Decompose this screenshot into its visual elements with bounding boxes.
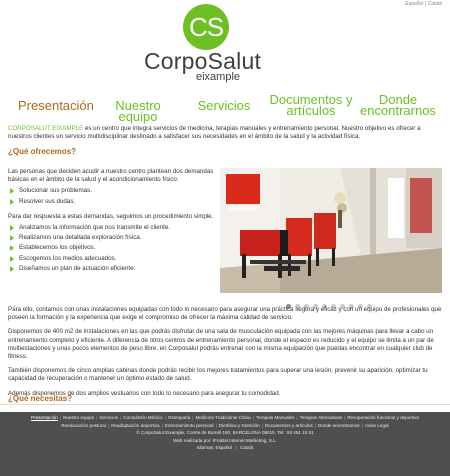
logo-subtitle: eixample <box>196 71 241 83</box>
list-item: Realizamos una detallada exploración física. <box>8 234 214 242</box>
nav-item-documentos[interactable]: Documentos y artículos <box>269 92 353 118</box>
footer-language-separator: | <box>235 445 237 451</box>
footer-link-separator: | <box>96 415 98 420</box>
language-switch <box>405 1 442 7</box>
footer-link[interactable]: Consultorio Médico <box>123 415 163 420</box>
footer-link[interactable]: Readaptación deportiva <box>111 422 160 428</box>
offer-bullets-2 <box>8 224 214 273</box>
footer-divider <box>0 404 450 405</box>
offer-column <box>8 168 214 280</box>
footer-credit[interactable]: Web realizada por: iFraktal Internet Marketing, S.L. <box>173 437 277 443</box>
facilities-paragraph-2: Disponemos de 400 m2 de instalaciones en las que podrás disfrutar de una sala de musculación equipada con las mejores máquinas para llevar a cabo un entrenamiento completo y eficiente. A diferencia de otros centros de entrenamiento personal, donde el espacio es reducido y el equipo se limita a un par de multiestaciones y unas pocos elementos de peso libre, en Corposalut podrás entrenar con la misma equipación que puedas encontrar en cualquier club de fitness. <box>8 328 434 361</box>
footer-link[interactable]: Osteopatía <box>167 415 191 420</box>
footer-link[interactable]: Terapias Manuales <box>255 415 295 420</box>
footer-address: © CorpoSalut Eixample, Comte de Borrell 180, BARCELONA 08015. Tel.: 93 451 10 51 <box>136 430 314 436</box>
intro-brand: CORPOSALUT EIXAMPLE <box>8 125 84 132</box>
footer-link-separator: | <box>164 415 166 420</box>
footer-link[interactable]: Servicios <box>99 415 119 420</box>
slider-dots <box>286 296 376 302</box>
intro-text: es un centro que integra servicios de medicina, terapias manuales y entrenamiento personal. Nuestro objetivo es ofrecer a nuestros clientes un servicio multidisciplinar destinado a satisfacer sus necesidades en el ámbito de la salud y la actividad física. <box>8 125 421 141</box>
site-footer <box>0 412 450 476</box>
language-link-es[interactable]: Español <box>405 1 424 7</box>
main-content <box>8 125 442 165</box>
footer-link-separator: | <box>215 422 217 428</box>
footer-link[interactable]: Terapias Alternativas <box>299 415 342 420</box>
list-item: Escogemos los medios adecuados. <box>8 255 214 263</box>
footer-link-separator: | <box>261 422 263 428</box>
footer-link[interactable]: Nuestro equipo <box>63 415 95 420</box>
footer-link-separator: | <box>361 422 363 428</box>
intro-paragraph <box>8 125 442 141</box>
footer-link[interactable]: Reeducación postural <box>61 422 106 428</box>
footer-link-separator: | <box>107 422 110 428</box>
facilities-paragraph-3: También disponemos de cinco amplias cabinas donde podrás recibir los mejores tratamientos para superar una lesión, prevenir su aparición, optimizar tu capacidad de recuperación o mantener un óptimo estado de salud. <box>8 367 428 383</box>
site-logo[interactable] <box>144 4 274 84</box>
footer-links-line-2 <box>2 422 448 430</box>
offer-paragraph-2: Para dar respuesta a estas demandas, seguimos un procedimiento simple. <box>8 212 214 220</box>
waiting-room-illustration <box>220 168 442 293</box>
list-item: Solucionar sus problemas. <box>8 187 214 195</box>
footer-link-separator: | <box>120 415 122 420</box>
footer-link[interactable]: Dietética y Nutrición <box>218 422 260 428</box>
offer-bullets-1 <box>8 187 214 205</box>
facilities-paragraph-1: Para ello, contamos con unas instalaciones equipadas con todo lo necesario para asegurar una práctica segura y eficaz y con un equipo de profesionales que poseen la formación y la experiencia que exige el compromiso de ofrecer la máxima calidad de servicio. <box>8 306 442 322</box>
footer-link-separator: | <box>252 415 254 420</box>
list-item: Diseñamos un plan de actuación eficiente. <box>8 265 214 273</box>
footer-link[interactable]: Recuperación funcional y deportiva <box>347 415 419 420</box>
section-title-offer: ¿Qué ofrecemos? <box>8 147 77 157</box>
nav-item-presentacion[interactable]: Presentación <box>18 98 94 113</box>
facilities-paragraph-4: Además disponemos de dos amplios vestuarios con todo lo necesario para asegurar tu comodidad. <box>8 389 281 397</box>
main-nav <box>0 92 450 124</box>
footer-link[interactable]: Presentación <box>31 415 58 420</box>
logo-monogram: CS <box>183 4 229 50</box>
footer-link-separator: | <box>296 415 298 420</box>
list-item: Resolver sus dudas. <box>8 198 214 206</box>
footer-link-separator: | <box>344 415 346 420</box>
footer-link-separator: | <box>161 422 163 428</box>
nav-item-servicios[interactable]: Servicios <box>197 98 251 113</box>
footer-link-separator: | <box>192 415 194 420</box>
footer-link[interactable]: Donde encontrarnos <box>318 422 360 428</box>
logo-name: CorpoSalut <box>144 48 262 74</box>
footer-languages <box>2 444 448 452</box>
footer-link[interactable]: Medicina Tradicional China <box>195 415 251 420</box>
language-link-ca[interactable]: Català <box>427 1 442 7</box>
facilities-text <box>8 306 442 404</box>
section-title-need: ¿Qué necesitas? <box>8 394 73 403</box>
footer-links-line-1 <box>2 414 448 422</box>
facility-photo <box>220 168 442 293</box>
language-separator: | <box>424 1 427 7</box>
list-item: Analizamos la información que nos transmite el cliente. <box>8 224 214 232</box>
footer-link[interactable]: Documentos y artículos <box>264 422 313 428</box>
footer-link-separator: | <box>314 422 317 428</box>
footer-link-separator: | <box>59 415 62 420</box>
nav-item-nuestro-equipo[interactable]: Nuestro equipo <box>115 98 161 124</box>
footer-link[interactable]: Entrenamiento personal <box>164 422 214 428</box>
footer-link[interactable]: Aviso Legal <box>364 422 389 428</box>
footer-language-ca[interactable]: Català <box>239 445 254 451</box>
nav-item-donde-encontrarnos[interactable]: Donde encontrarnos <box>360 92 436 118</box>
offer-paragraph-1: Las personas que deciden acudir a nuestro centro plantean dos demandas básicas en el ámbito de la salud y el acondicionamiento físico: <box>8 168 214 184</box>
list-item: Establecemos los objetivos. <box>8 244 214 252</box>
footer-languages-label: Idiomas: <box>196 445 215 451</box>
footer-language-es[interactable]: Español <box>215 445 233 451</box>
